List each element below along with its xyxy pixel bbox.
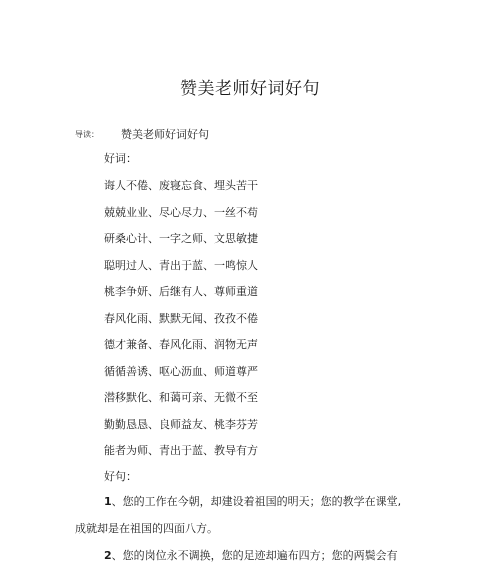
- word-list-item: 春风化雨、默默无闻、孜孜不倦: [104, 311, 258, 325]
- sentence-number: 2: [104, 549, 112, 562]
- intro-line: [75, 127, 209, 143]
- intro-label: 导读：: [75, 130, 99, 139]
- word-list-item: 兢兢业业、尽心尽力、一丝不苟: [104, 205, 258, 219]
- sentence-number: 1: [104, 495, 112, 508]
- word-list-item: 能者为师、青出于蓝、教导有方: [104, 444, 258, 457]
- document-title: 赞美老师好词好句: [180, 79, 320, 99]
- word-list-item: 聪明过人、青出于蓝、一鸣惊人: [104, 258, 258, 272]
- intro-text: 赞美老师好词好句: [121, 128, 209, 141]
- word-list-item: 德才兼备、春风化雨、润物无声: [104, 338, 258, 351]
- word-list-item: 诲人不倦、废寝忘食、埋头苦干: [104, 179, 258, 192]
- sentence-line: [75, 548, 415, 575]
- words-heading: 好词：: [104, 152, 137, 165]
- sentence-text: 、您的工作在今朝，却建设着祖国的明天；您的教学在课堂,: [111, 495, 402, 508]
- sentence-paragraph: [75, 548, 415, 575]
- word-list-item: 循循善诱、呕心沥血、师道尊严: [104, 364, 258, 378]
- word-list-item: 桃李争妍、后继有人、尊师重道: [104, 285, 258, 298]
- sentence-text: 、您的岗位永不调换，您的足迹却遍布四方；您的两鬓会有: [111, 549, 398, 562]
- word-list: [104, 178, 258, 470]
- word-list-item: 研桑心计、一字之师、文思敏捷: [104, 232, 258, 245]
- word-list-item: 潜移默化、和蔼可亲、无微不至: [104, 391, 258, 404]
- sentence-line: [75, 494, 415, 521]
- word-list-item: 勤勤恳恳、良师益友、桃李芬芳: [104, 417, 258, 431]
- sentence-paragraph: [75, 494, 415, 548]
- sentences-heading: 好句：: [104, 470, 137, 483]
- sentence-line: 成就却是在祖国的四面八方。: [75, 522, 218, 535]
